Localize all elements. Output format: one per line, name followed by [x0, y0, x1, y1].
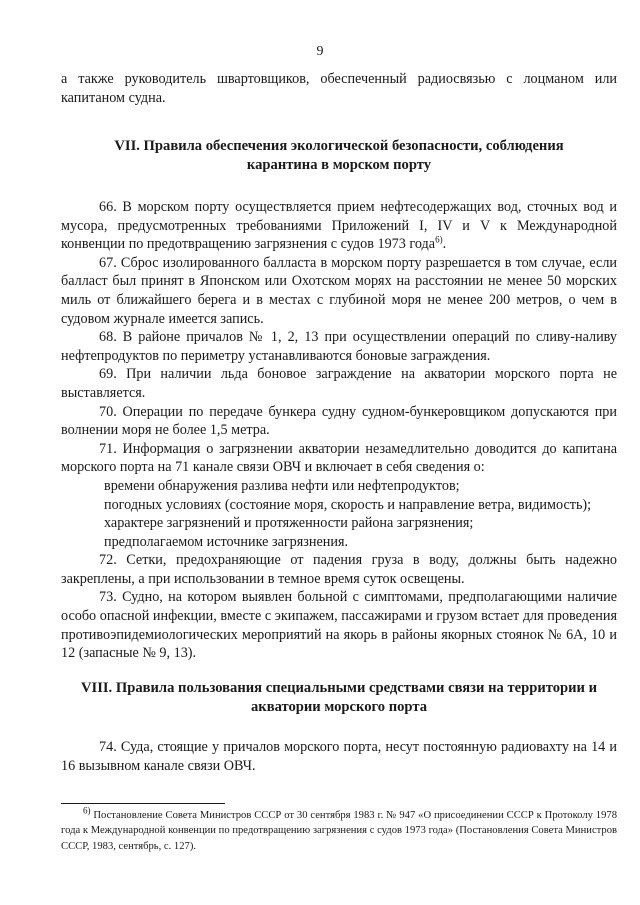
- section-vii-heading: [61, 137, 617, 175]
- footnote-6-paragraph: [61, 805, 617, 854]
- paragraph-71-item-1: времени обнаружения разлива нефти или нефтепродуктов;: [104, 477, 460, 494]
- paragraph-72: 72. Сетки, предохраняющие от падения груза в воду, должны быть надежно закреплены, а при использовании в темное время суток освещены.: [61, 552, 617, 587]
- paragraph-71-item-3: характере загрязнений и протяженности района загрязнения;: [104, 515, 474, 532]
- footnote-marker: 6): [83, 805, 91, 816]
- footnote-ref-6: 6): [435, 234, 443, 245]
- footnote-separator: [61, 803, 225, 804]
- footnote-6: [61, 805, 617, 854]
- paragraph-74: 74. Суда, стоящие у причалов морского порта, несут постоянную радиовахту на 14 и 16 вызывном канале связи ОВЧ.: [61, 739, 617, 774]
- section-viii-title-line2: акватории морского порта: [251, 699, 427, 715]
- paragraph-66-end: .: [442, 236, 447, 253]
- paragraph-71-item-2: погодных условиях (состояние моря, скорость и направление ветра, видимость);: [104, 496, 592, 513]
- paragraph-71: 71. Информация о загрязнении акватории незамедлительно доводится до капитана морского порта на 71 канале связи ОВЧ и включает в себя сведения о:: [61, 440, 617, 476]
- paragraph-67: 67. Сброс изолированного балласта в морском порту разрешается в том случае, если балласт был принят в Японском или Охотском морях на расстоянии не менее 50 морских миль от ближайшего берега и в местах с глубиной моря не менее 200 метров, о чем в судовом журнале имеется запись.: [61, 254, 617, 327]
- paragraph-73: 73. Судно, на котором выявлен больной с симптомами, предполагающими наличие особо опасной инфекции, вместе с экипажем, пассажирами и грузом встает для проведения противоэпидемиологических мероприятий на якорь в районы якорных стоянок № 6А, 10 и 12 (запасные № 9, 13).: [61, 589, 617, 662]
- paragraph-66-text: 66. В морском порту осуществляется прием нефтесодержащих вод, сточных вод и мусора, предусмотренных требованиями Приложений I, IV и V к Международной конвенции по предотвращению загрязнения с судов 1973 года: [61, 199, 617, 253]
- section-viii-heading: [61, 679, 617, 717]
- paragraph-71-item-4: предполагаемом источнике загрязнения.: [104, 533, 349, 550]
- paragraph-69: 69. При наличии льда боновое заграждение на акватории морского порта не выставляется.: [61, 366, 617, 401]
- paragraph-70: 70. Операции по передаче бункера судну судном-бункеровщиком допускаются при волнении моря не более 1,5 метра.: [61, 403, 617, 439]
- section-viii-body: [61, 738, 617, 775]
- page-number: 9: [316, 44, 324, 59]
- intro-text: [61, 70, 617, 107]
- paragraph-66: [61, 198, 617, 254]
- section-vii-title-line1: VII. Правила обеспечения экологической безопасности, соблюдения: [114, 138, 564, 154]
- paragraph-68: 68. В районе причалов № 1, 2, 13 при осуществлении операций по сливу-наливу нефтепродуктов по периметру устанавливаются боновые заграждения.: [61, 329, 617, 364]
- section-viii-title-line1: VIII. Правила пользования специальными средствами связи на территории и: [80, 680, 597, 696]
- intro-paragraph: а также руководитель швартовщиков, обеспеченный радиосвязью с лоцманом или капитаном судна.: [61, 71, 617, 106]
- footnote-text: Постановление Совета Министров СССР от 30 сентября 1983 г. № 947 «О присоединении СССР к Протоколу 1978 года к Международной конвенции по предотвращению загрязнения с судов 1973 года» (Постановления Совета Министров СССР, 1983, сентябрь, с. 127).: [61, 810, 617, 852]
- section-vii-title-line2: карантина в морском порту: [246, 157, 432, 173]
- section-vii-body: [61, 198, 617, 663]
